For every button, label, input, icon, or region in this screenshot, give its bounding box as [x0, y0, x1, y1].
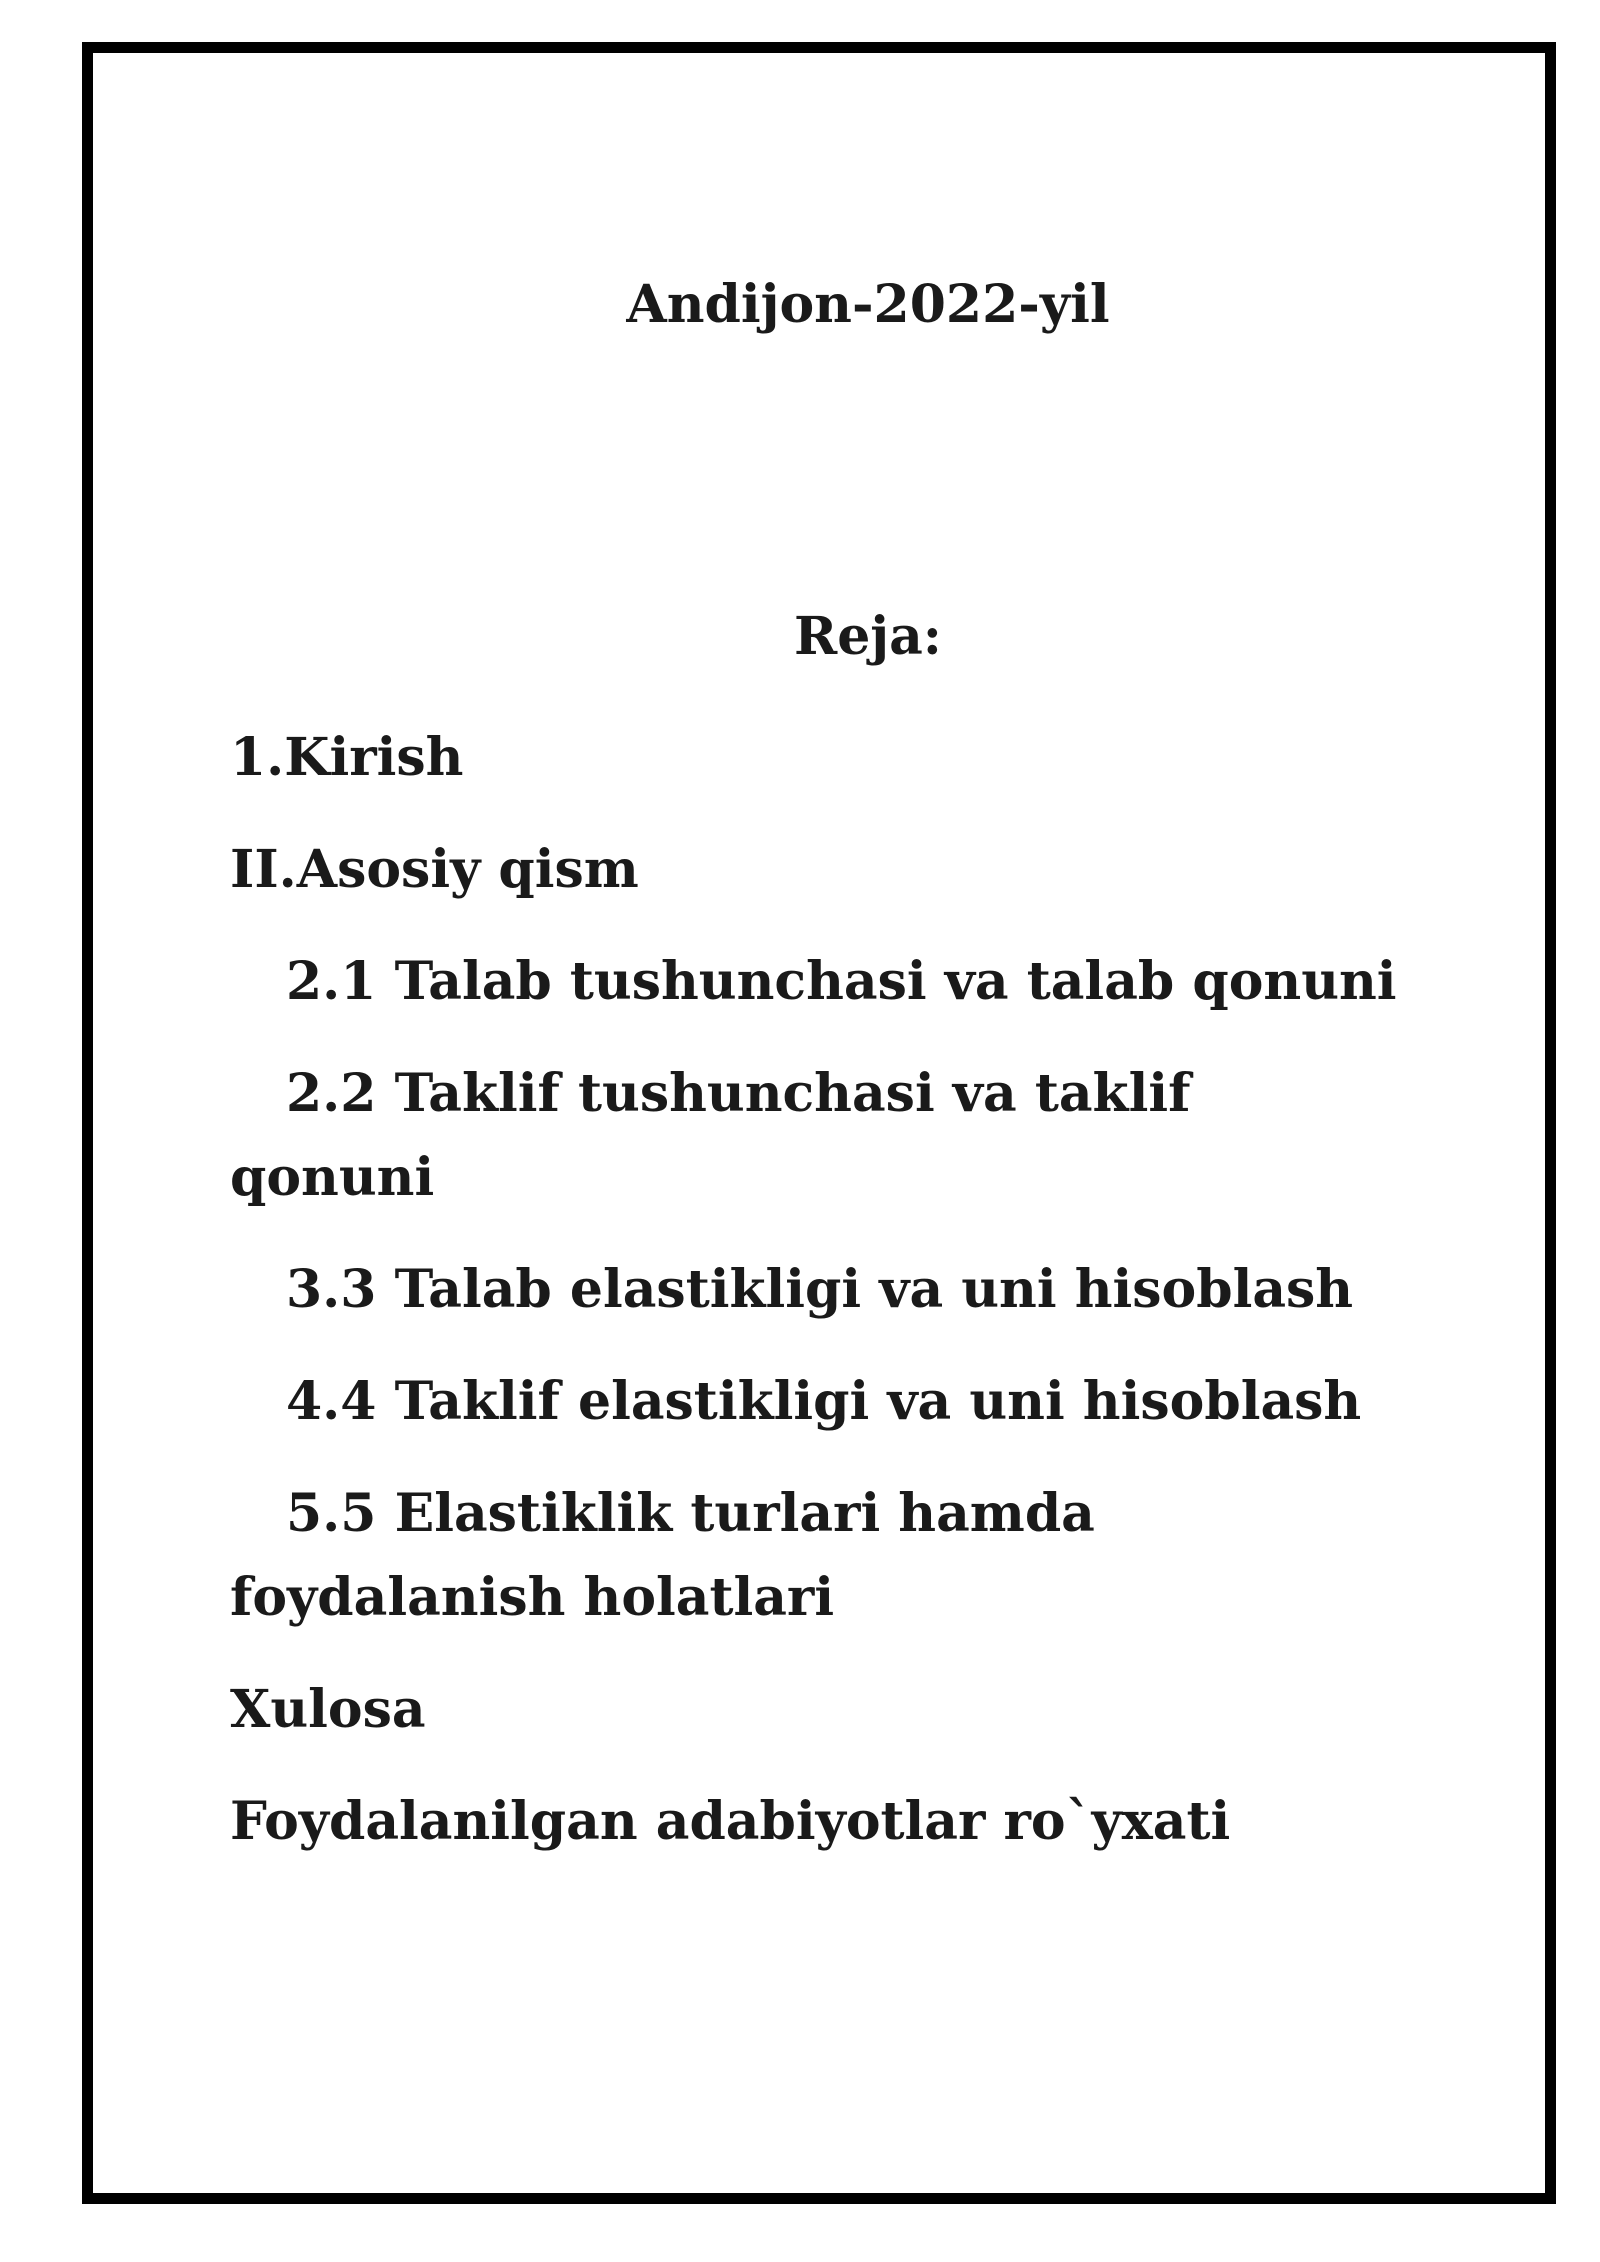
plan-item-supply-elasticity: 4.4 Taklif elastikligi va uni hisoblash: [286, 1371, 1362, 1432]
plan-title: Reja:: [793, 606, 942, 667]
plan-item-main-part: II.Asosiy qism: [230, 839, 639, 900]
plan-item-supply-concept: 2.2 Taklif tushunchasi va taklif qonuni: [230, 1063, 1191, 1208]
plan-item-demand-concept: 2.1 Talab tushunchasi va talab qonuni: [286, 951, 1397, 1012]
plan-item-references: Foydalanilgan adabiyotlar ro`yxati: [230, 1791, 1231, 1852]
plan-item-conclusion: Xulosa: [230, 1679, 426, 1740]
city-year-heading: Andijon-2022-yil: [626, 274, 1110, 335]
plan-item-demand-elasticity: 3.3 Talab elastikligi va uni hisoblash: [286, 1259, 1354, 1320]
plan-item-introduction: 1.Kirish: [230, 727, 464, 788]
plan-item-elasticity-types: 5.5 Elastiklik turlari hamda foydalanish holatlari: [230, 1483, 1095, 1628]
plan-list: [230, 716, 1410, 1892]
